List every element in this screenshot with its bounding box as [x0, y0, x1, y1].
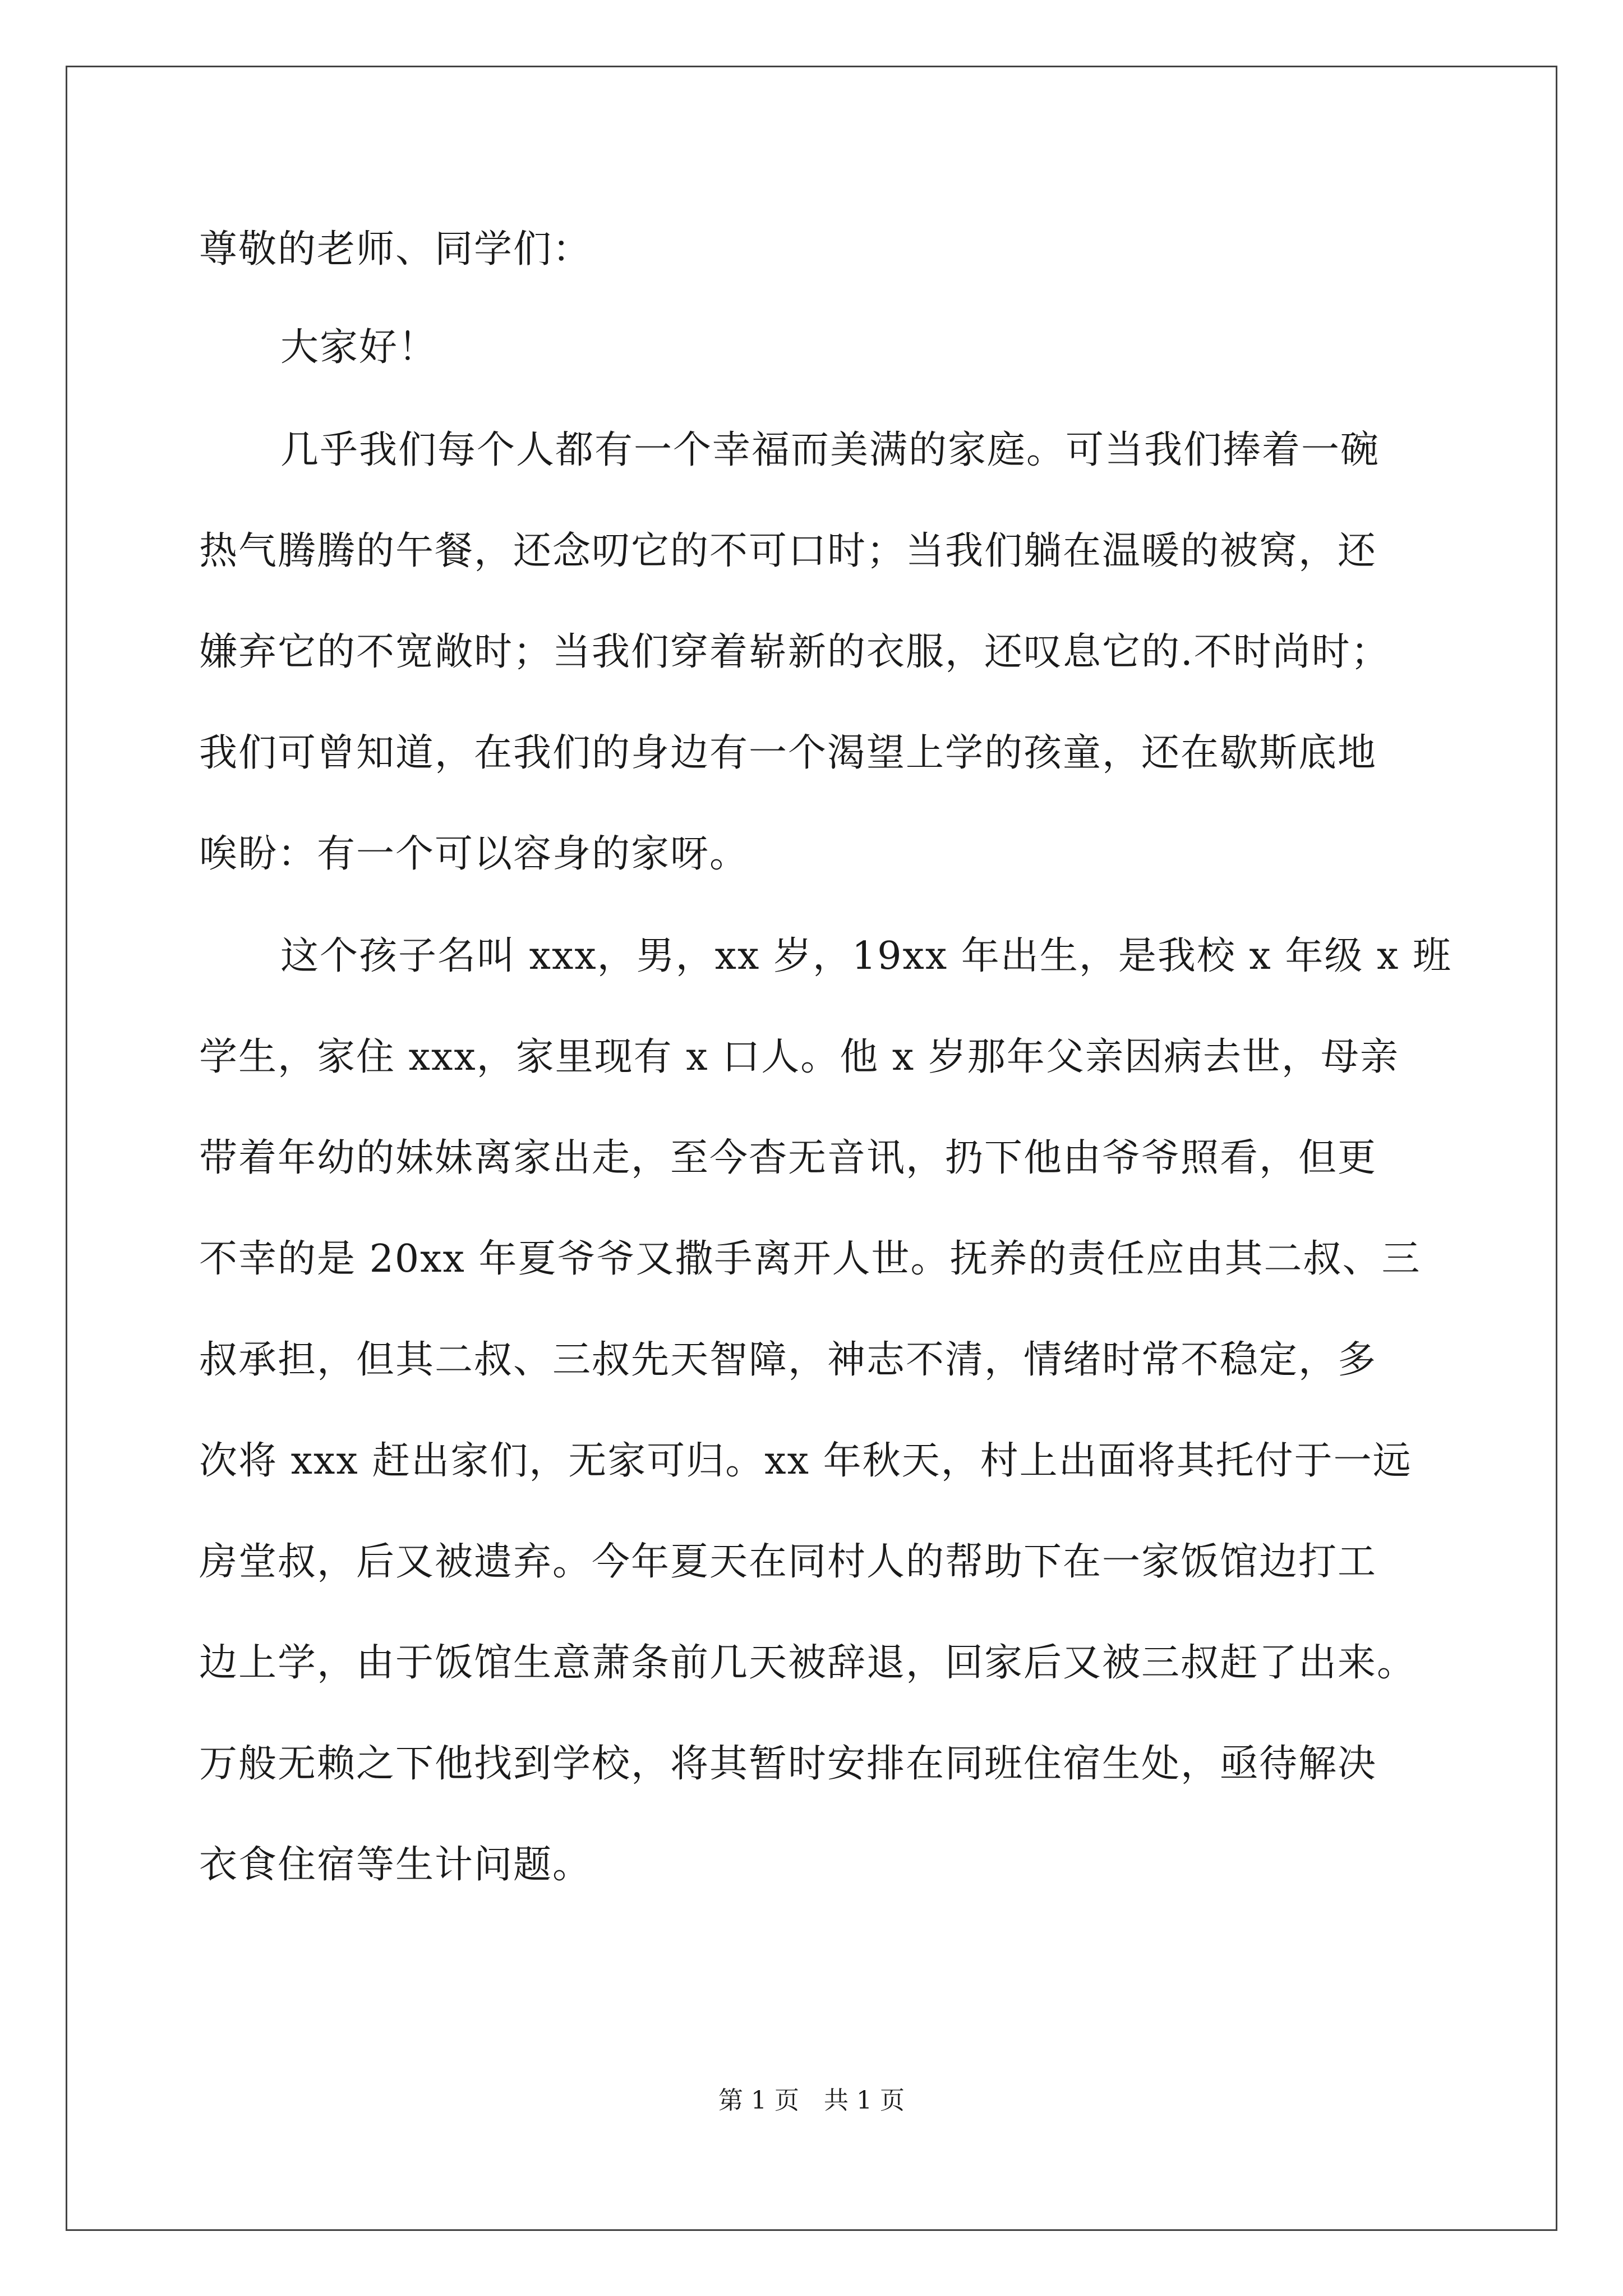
- paragraph-2-line-9: 万般无赖之下他找到学校，将其暂时安排在同班住宿生处，亟待解决: [199, 1742, 1377, 1786]
- salutation: 尊敬的老师、同学们：: [199, 227, 592, 272]
- paragraph-2-line-1: 这个孩子名叫 xxx，男，xx 岁，19xx 年出生，是我校 x 年级 x 班: [280, 934, 1452, 978]
- paragraph-2-line-7: 房堂叔，后又被遗弃。今年夏天在同村人的帮助下在一家饭馆边打工: [199, 1540, 1377, 1584]
- paragraph-1-line-5: 唉盼：有一个可以容身的家呀。: [199, 832, 749, 876]
- paragraph-2-line-8: 边上学，由于饭馆生意萧条前几天被辞退，回家后又被三叔赶了出来。: [199, 1641, 1417, 1685]
- paragraph-1-line-2: 热气腾腾的午餐，还念叨它的不可口时；当我们躺在温暖的被窝，还: [199, 529, 1377, 573]
- paragraph-1-line-4: 我们可曾知道，在我们的身边有一个渴望上学的孩童，还在歇斯底地: [199, 731, 1377, 775]
- paragraph-2-line-5: 叔承担，但其二叔、三叔先天智障，神志不清，情绪时常不稳定，多: [199, 1338, 1377, 1382]
- paragraph-1-line-3: 嫌弃它的不宽敞时；当我们穿着崭新的衣服，还叹息它的.不时尚时；: [199, 630, 1390, 674]
- paragraph-2-line-6: 次将 xxx 赶出家们，无家可归。xx 年秋天，村上出面将其托付于一远: [199, 1439, 1412, 1483]
- page-number-footer: 第 1 页 共 1 页: [718, 2086, 905, 2115]
- paragraph-2-line-10: 衣食住宿等生计问题。: [199, 1843, 592, 1887]
- paragraph-1-line-1: 几乎我们每个人都有一个幸福而美满的家庭。可当我们捧着一碗: [280, 428, 1380, 472]
- paragraph-2-line-2: 学生，家住 xxx，家里现有 x 口人。他 x 岁那年父亲因病去世，母亲: [199, 1035, 1399, 1079]
- paragraph-2-line-4: 不幸的是 20xx 年夏爷爷又撒手离开人世。抚养的责任应由其二叔、三: [199, 1237, 1421, 1281]
- paragraph-2-line-3: 带着年幼的妹妹离家出走，至今杳无音讯，扔下他由爷爷照看，但更: [199, 1136, 1377, 1180]
- greeting: 大家好！: [280, 325, 438, 370]
